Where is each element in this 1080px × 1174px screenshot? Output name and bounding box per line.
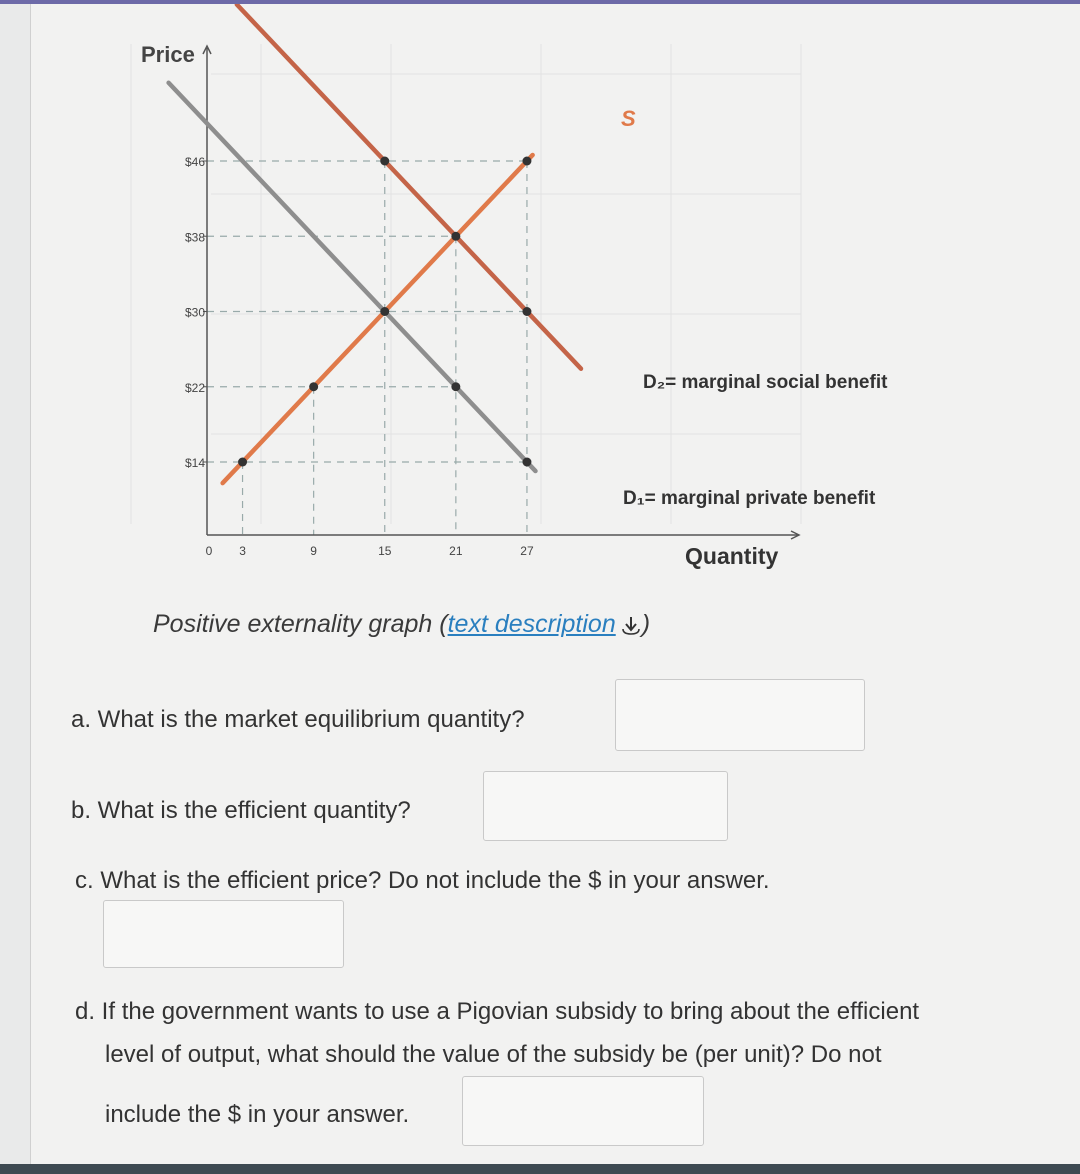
chart-point <box>380 157 389 166</box>
x-tick-label: 9 <box>310 544 317 558</box>
chart-point <box>451 382 460 391</box>
question-d-line3: include the $ in your answer. <box>105 1101 410 1128</box>
x-tick-label: 0 <box>205 544 213 558</box>
y-tick-label: $30 <box>184 305 205 320</box>
x-tick-label: 27 <box>520 544 534 558</box>
y-axis-label: Price <box>141 42 195 67</box>
question-panel <box>30 4 1080 1164</box>
x-tick-label: 3 <box>239 544 246 558</box>
download-arrow-icon[interactable] <box>620 614 642 636</box>
y-tick-label: $46 <box>184 155 205 169</box>
text-description-link[interactable]: text description <box>447 610 616 638</box>
answer-a-input[interactable] <box>615 679 865 751</box>
question-b: b. What is the efficient quantity? <box>71 797 411 824</box>
chart-point <box>522 458 531 467</box>
answer-c-input[interactable] <box>103 900 344 968</box>
chart-series <box>169 4 581 483</box>
question-a: a. What is the market equilibrium quantity? <box>71 706 525 733</box>
supply-label: S <box>621 106 636 131</box>
x-tick-label: 21 <box>449 544 463 558</box>
caption-text: Positive externality graph ( <box>153 610 448 638</box>
chart-point <box>238 458 247 467</box>
bottom-bar <box>0 1164 1080 1174</box>
chart-grid <box>131 44 801 524</box>
positive-externality-chart <box>31 4 1080 604</box>
chart-caption <box>153 610 650 639</box>
chart-point <box>380 307 389 316</box>
answer-d-input[interactable] <box>462 1076 704 1146</box>
x-tick-label: 15 <box>378 544 392 558</box>
question-d-line2: level of output, what should the value of the subsidy be (per unit)? Do not <box>105 1041 882 1068</box>
question-d-line1: d. If the government wants to use a Pigovian subsidy to bring about the efficient <box>75 998 920 1025</box>
y-tick-label: $22 <box>184 380 205 395</box>
chart-point <box>522 307 531 316</box>
d1-label: D₁= marginal private benefit <box>623 488 876 509</box>
d1-demand-line <box>169 83 536 471</box>
caption-close: ) <box>641 610 651 638</box>
y-tick-label: $38 <box>184 230 205 245</box>
x-axis-label: Quantity <box>685 543 779 569</box>
chart-point <box>451 232 460 241</box>
chart-axes <box>203 46 799 539</box>
chart-point <box>522 157 531 166</box>
y-tick-label: $14 <box>184 456 205 470</box>
question-c: c. What is the efficient price? Do not include the $ in your answer. <box>75 867 770 894</box>
chart-labels <box>141 42 888 569</box>
chart-guide-lines <box>207 161 527 535</box>
d2-label: D₂= marginal social benefit <box>643 372 888 393</box>
chart-point <box>309 382 318 391</box>
answer-b-input[interactable] <box>483 771 728 841</box>
